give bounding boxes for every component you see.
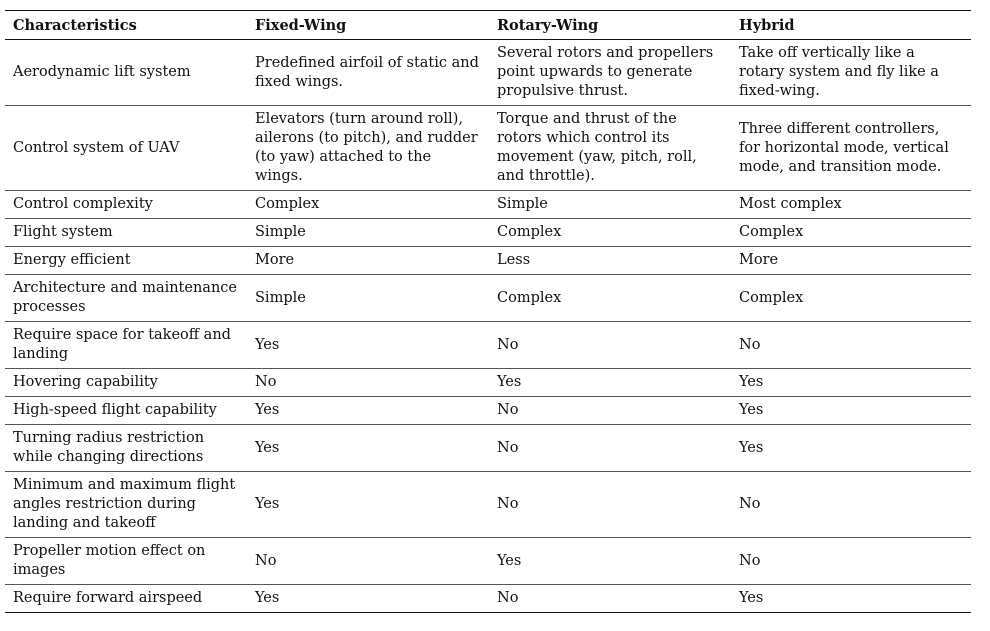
fixed-wing-cell: Yes [247,585,489,613]
hybrid-cell: Yes [731,397,971,425]
fixed-wing-cell: Simple [247,219,489,247]
uav-comparison-table [5,10,971,613]
comparison-table-container [5,10,971,613]
rotary-wing-cell: Simple [489,191,731,219]
fixed-wing-cell: More [247,247,489,275]
fixed-wing-cell: Yes [247,397,489,425]
rotary-wing-cell: No [489,472,731,538]
row-characteristic: Architecture and maintenance processes [5,275,247,322]
hybrid-cell: Complex [731,219,971,247]
header-characteristics: Characteristics [5,11,247,40]
table-row [5,106,971,191]
table-row [5,247,971,275]
table-body [5,40,971,613]
row-characteristic: Minimum and maximum flight angles restriction during landing and takeoff [5,472,247,538]
header-row [5,11,971,40]
table-row [5,275,971,322]
row-characteristic: Propeller motion effect on images [5,538,247,585]
fixed-wing-cell: Complex [247,191,489,219]
fixed-wing-cell: No [247,538,489,585]
hybrid-cell: No [731,322,971,369]
fixed-wing-cell: Yes [247,322,489,369]
hybrid-cell: Yes [731,369,971,397]
rotary-wing-cell: Complex [489,275,731,322]
table-row [5,585,971,613]
rotary-wing-cell: No [489,397,731,425]
fixed-wing-cell: Yes [247,472,489,538]
row-characteristic: Flight system [5,219,247,247]
table-row [5,472,971,538]
fixed-wing-cell: Elevators (turn around roll), ailerons (to pitch), and rudder (to yaw) attached to the wings. [247,106,489,191]
header-hybrid: Hybrid [731,11,971,40]
table-row [5,219,971,247]
fixed-wing-cell: Predefined airfoil of static and fixed wings. [247,40,489,106]
table-row [5,538,971,585]
fixed-wing-cell: No [247,369,489,397]
hybrid-cell: More [731,247,971,275]
row-characteristic: High-speed flight capability [5,397,247,425]
row-characteristic: Energy efficient [5,247,247,275]
rotary-wing-cell: Yes [489,538,731,585]
table-row [5,397,971,425]
row-characteristic: Aerodynamic lift system [5,40,247,106]
rotary-wing-cell: No [489,585,731,613]
row-characteristic: Require forward airspeed [5,585,247,613]
hybrid-cell: Most complex [731,191,971,219]
fixed-wing-cell: Yes [247,425,489,472]
hybrid-cell: Three different controllers, for horizontal mode, vertical mode, and transition mode. [731,106,971,191]
rotary-wing-cell: Several rotors and propellers point upwards to generate propulsive thrust. [489,40,731,106]
hybrid-cell: Yes [731,585,971,613]
table-row [5,425,971,472]
row-characteristic: Control system of UAV [5,106,247,191]
hybrid-cell: No [731,538,971,585]
hybrid-cell: No [731,472,971,538]
rotary-wing-cell: Less [489,247,731,275]
rotary-wing-cell: No [489,322,731,369]
row-characteristic: Hovering capability [5,369,247,397]
header-rotary-wing: Rotary-Wing [489,11,731,40]
row-characteristic: Turning radius restriction while changing directions [5,425,247,472]
fixed-wing-cell: Simple [247,275,489,322]
header-fixed-wing: Fixed-Wing [247,11,489,40]
hybrid-cell: Complex [731,275,971,322]
table-row [5,369,971,397]
rotary-wing-cell: Torque and thrust of the rotors which control its movement (yaw, pitch, roll, and throttle). [489,106,731,191]
table-header [5,11,971,40]
row-characteristic: Require space for takeoff and landing [5,322,247,369]
rotary-wing-cell: Complex [489,219,731,247]
table-row [5,322,971,369]
hybrid-cell: Take off vertically like a rotary system and fly like a fixed-wing. [731,40,971,106]
table-row [5,191,971,219]
rotary-wing-cell: Yes [489,369,731,397]
row-characteristic: Control complexity [5,191,247,219]
rotary-wing-cell: No [489,425,731,472]
table-row [5,40,971,106]
hybrid-cell: Yes [731,425,971,472]
